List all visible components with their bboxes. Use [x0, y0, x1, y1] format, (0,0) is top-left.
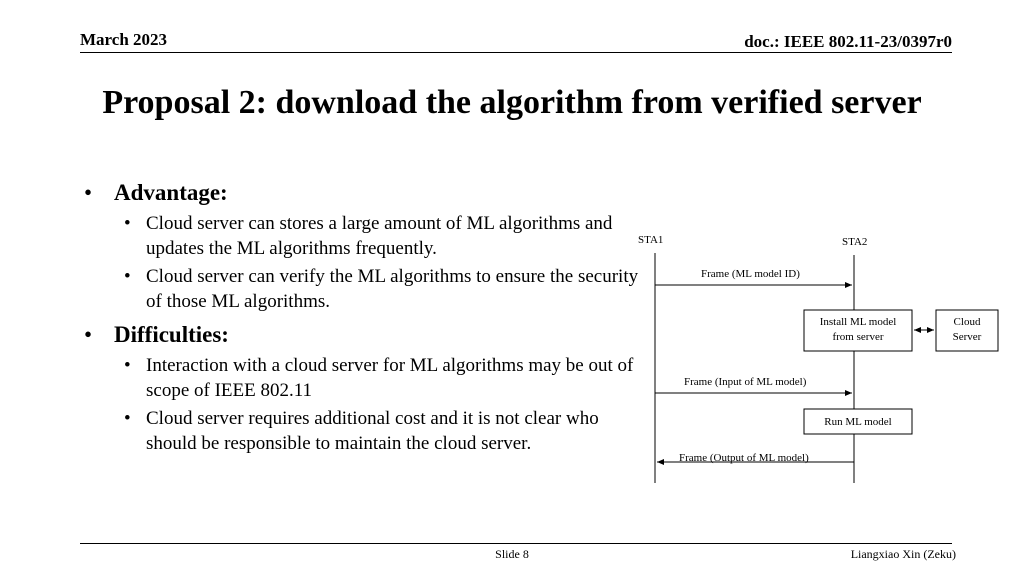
run-model-label: Run ML model: [824, 416, 892, 428]
header-divider: [80, 52, 952, 53]
cloud-server-line1: Cloud: [953, 316, 981, 328]
advantage-item-1: • Cloud server can stores a large amount of ML algorithms and updates the ML algorithms frequently.: [84, 211, 644, 261]
difficulties-heading: • Difficulties:: [84, 320, 644, 350]
slide-number: Slide 8: [495, 547, 529, 561]
difficulty-item-1: • Interaction with a cloud server for ML algorithms may be out of scope of IEEE 802.11: [84, 353, 644, 403]
slide-title: Proposal 2: download the algorithm from verified server: [102, 84, 922, 121]
install-box-line2: from server: [832, 331, 884, 343]
footer-author: Liangxiao Xin (Zeku): [850, 547, 956, 561]
sequence-diagram: [620, 225, 1020, 490]
msg2-label: Frame (Input of ML model): [684, 376, 807, 388]
footer-divider: [80, 543, 952, 544]
cloud-server-line2: Server: [952, 331, 982, 343]
sta2-label: STA2: [842, 236, 868, 248]
msg3-label: Frame (Output of ML model): [679, 452, 809, 464]
difficulty-item-2: • Cloud server requires additional cost and it is not clear who should be responsible to maintain the cloud server.: [84, 406, 644, 456]
header-doc-id: doc.: IEEE 802.11-23/0397r0: [744, 32, 952, 51]
advantage-heading: • Advantage:: [84, 178, 644, 208]
advantage-item-2: • Cloud server can verify the ML algorithms to ensure the security of those ML algorithms.: [84, 264, 644, 314]
header-date: March 2023: [80, 30, 168, 49]
msg1-label: Frame (ML model ID): [701, 268, 800, 280]
bullet-content: [84, 172, 644, 456]
install-box-line1: Install ML model: [819, 316, 897, 328]
sta1-label: STA1: [638, 234, 664, 246]
